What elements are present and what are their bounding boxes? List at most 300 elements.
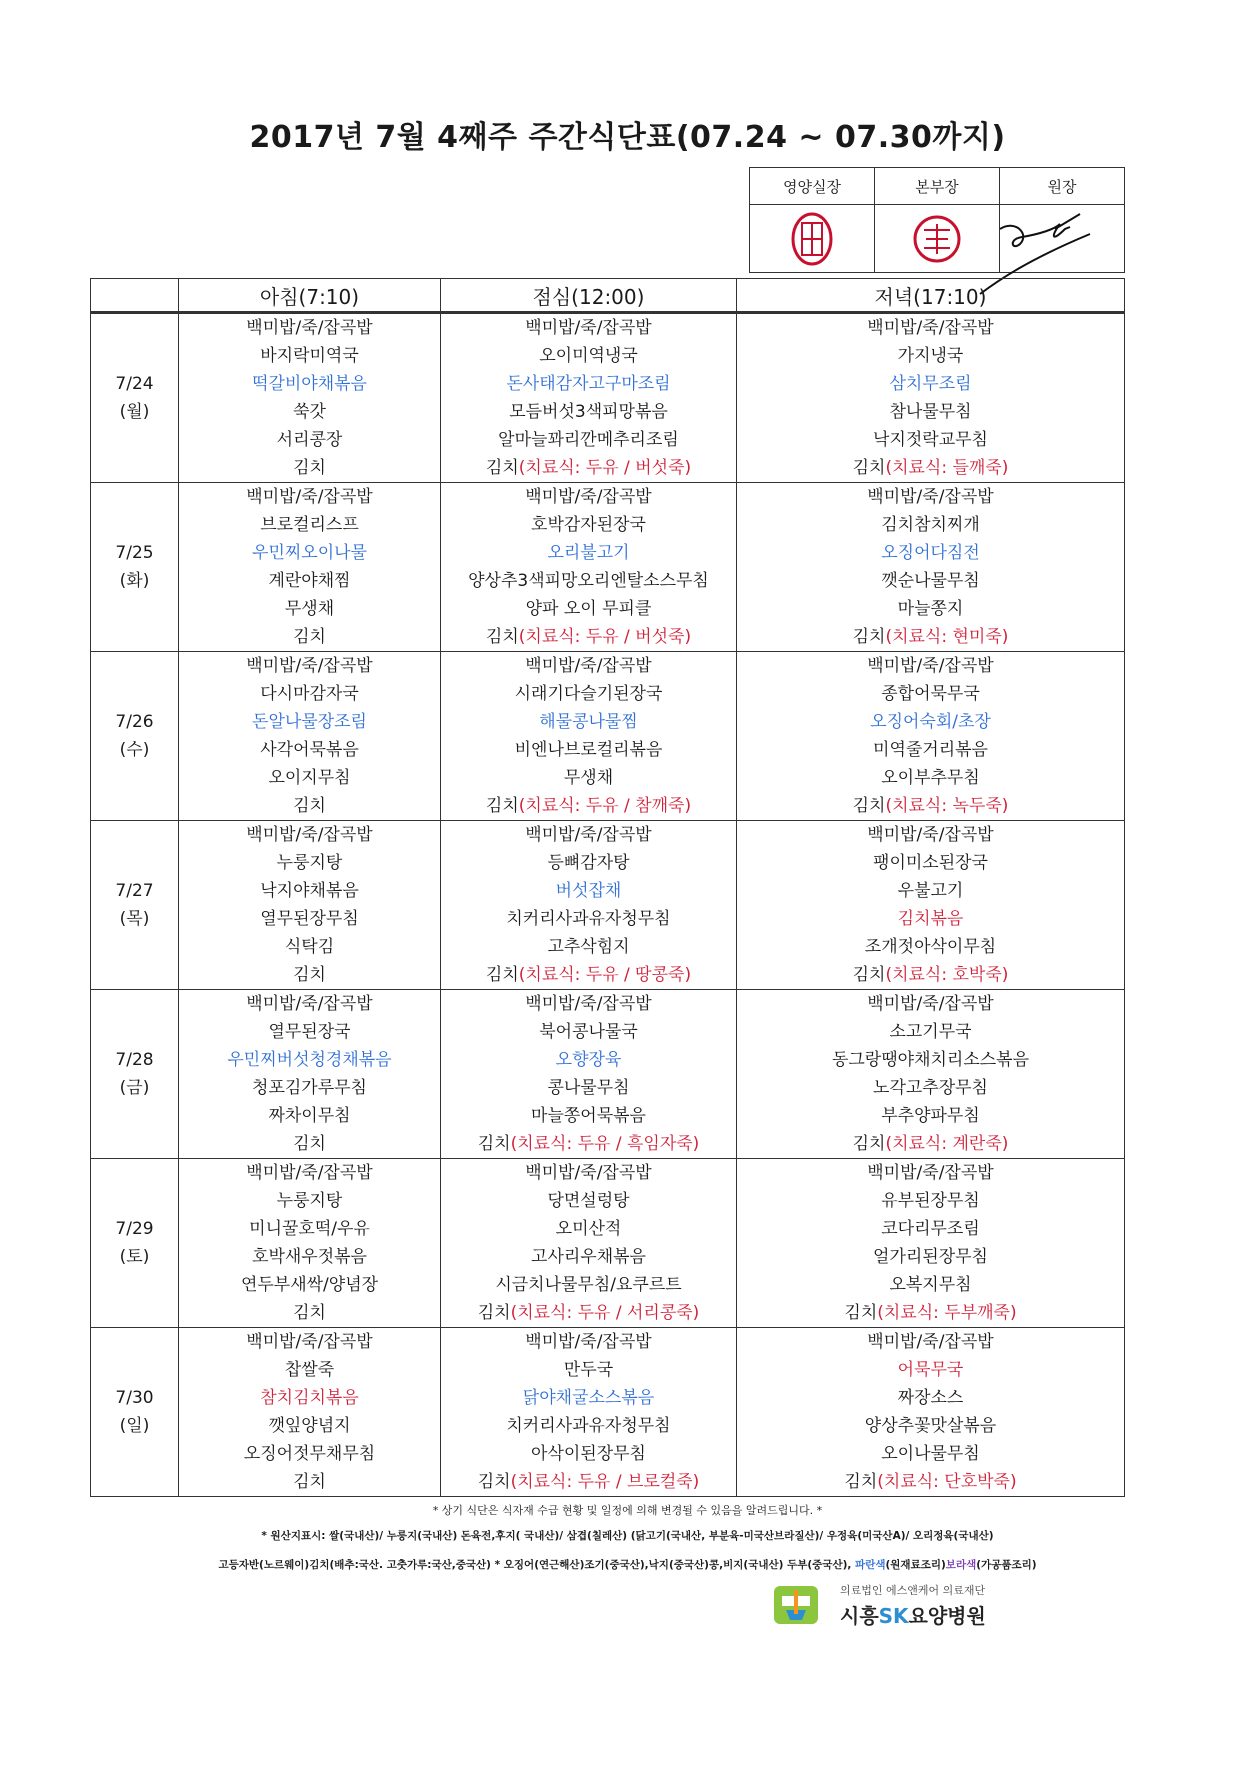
- menu-item-text: 오징어숙회/초장: [870, 712, 991, 732]
- menu-item-text: 서리콩장: [276, 430, 343, 450]
- menu-item-text: 종합어묵무국: [881, 684, 980, 704]
- menu-item: [737, 567, 1124, 595]
- menu-item: [179, 370, 440, 398]
- menu-item-text: 가지냉국: [897, 346, 964, 366]
- menu-item: [441, 567, 736, 595]
- menu-item-text: 알마늘꽈리깐메추리조림: [498, 430, 679, 450]
- menu-item-text: 버섯잡채: [555, 881, 622, 901]
- menu-item: [441, 1356, 736, 1384]
- menu-item-text: 백미밥/죽/잡곡밥: [525, 1332, 652, 1352]
- menu-item-text: 우민찌오이나물: [252, 543, 367, 563]
- menu-item: [441, 764, 736, 792]
- menu-item-text: 김치: [852, 965, 886, 985]
- menu-item: [737, 342, 1124, 370]
- menu-item: [179, 314, 440, 342]
- menu-item: [737, 398, 1124, 426]
- menu-item-text: 열무된장국: [268, 1022, 351, 1042]
- menu-item: [737, 736, 1124, 764]
- menu-item-text: 오향장육: [555, 1050, 622, 1070]
- menu-item-text: 김치: [852, 458, 886, 478]
- menu-item-text: 백미밥/죽/잡곡밥: [867, 1332, 994, 1352]
- menu-item-text: 김치: [477, 1472, 511, 1492]
- menu-item: [737, 1018, 1124, 1046]
- menu-item: [179, 1299, 440, 1327]
- menu-item: [737, 539, 1124, 567]
- weekly-menu-table: [90, 278, 1125, 1497]
- menu-item-text: 식탁김: [284, 937, 335, 957]
- menu-item-text: 오미산적: [555, 1219, 622, 1239]
- menu-item: [737, 483, 1124, 511]
- menu-item: [179, 1187, 440, 1215]
- menu-item: [737, 511, 1124, 539]
- menu-item: [737, 426, 1124, 454]
- day-row: [91, 821, 1125, 990]
- approval-stamp-cell-1: [750, 205, 875, 273]
- dinner-cell: [737, 821, 1125, 990]
- menu-item-text: 동그랑땡야채치리소스볶음: [831, 1050, 1030, 1070]
- menu-item: [441, 1018, 736, 1046]
- header-dinner: 저녁(17:10): [737, 279, 1125, 313]
- menu-item: [737, 1130, 1124, 1158]
- day-label-cell: [91, 652, 179, 821]
- approval-header-nutrition: 영양실장: [750, 168, 875, 205]
- menu-item: [179, 1328, 440, 1356]
- menu-item-text: 시금치나물무침/요쿠르트: [495, 1275, 682, 1295]
- menu-item-text: 사각어묵볶음: [260, 740, 359, 760]
- menu-item-text: 쑥갓: [293, 402, 326, 422]
- dinner-cell: [737, 990, 1125, 1159]
- dinner-cell: [737, 1328, 1125, 1497]
- menu-item-text: 당면설렁탕: [547, 1191, 630, 1211]
- menu-item-text: 유부된장무침: [881, 1191, 980, 1211]
- menu-item-text: 미역줄거리볶음: [873, 740, 988, 760]
- menu-item: [179, 849, 440, 877]
- menu-item: [441, 511, 736, 539]
- menu-item: [737, 905, 1124, 933]
- hospital-name-a: 시흥: [840, 1604, 879, 1628]
- menu-item: [179, 1074, 440, 1102]
- menu-item-text: 오이나물무침: [881, 1444, 980, 1464]
- menu-item: [441, 990, 736, 1018]
- menu-item-text: 치커리사과유자청무침: [506, 1416, 671, 1436]
- menu-item: [737, 595, 1124, 623]
- header-lunch: 점심(12:00): [441, 279, 737, 313]
- menu-item-text: 김치: [485, 965, 519, 985]
- menu-item: [179, 454, 440, 482]
- hospital-logo-icon: [772, 1584, 820, 1626]
- menu-item-text: 코다리무조림: [881, 1219, 980, 1239]
- menu-item-text: 콩나물무침: [547, 1078, 630, 1098]
- menu-item-text: 김치: [477, 1134, 511, 1154]
- lunch-cell: [441, 821, 737, 990]
- page-title: 2017년 7월 4째주 주간식단표(07.24 ~ 07.30까지): [249, 120, 1006, 155]
- breakfast-cell: [179, 652, 441, 821]
- menu-item-text: 마늘쫑어묵볶음: [531, 1106, 646, 1126]
- menu-item-text: 오이부추무침: [881, 768, 980, 788]
- menu-item: [441, 454, 736, 482]
- menu-item-text: 누룽지탕: [276, 1191, 343, 1211]
- menu-item: [441, 1412, 736, 1440]
- approval-box: [749, 167, 1125, 273]
- menu-item-text: 아삭이된장무침: [531, 1444, 646, 1464]
- menu-item: [179, 539, 440, 567]
- day-row: [91, 483, 1125, 652]
- menu-item-text: 오이지무침: [268, 768, 351, 788]
- menu-item: [179, 623, 440, 651]
- menu-item-text: 바지락미역국: [260, 346, 359, 366]
- menu-item-text: 김치: [852, 1134, 886, 1154]
- menu-item: [737, 1215, 1124, 1243]
- menu-item-text: 고사리우채볶음: [531, 1247, 646, 1267]
- day-weekday: (수): [119, 740, 150, 760]
- day-date: 7/28: [115, 1050, 154, 1070]
- day-date: 7/25: [115, 543, 154, 563]
- menu-item-text: 계란야채찜: [268, 571, 351, 591]
- menu-item-text: 북어콩나물국: [539, 1022, 638, 1042]
- menu-item: [737, 1074, 1124, 1102]
- dinner-cell: [737, 1159, 1125, 1328]
- menu-item-text: 김치: [485, 627, 519, 647]
- menu-item-text: 해물콩나물찜: [539, 712, 638, 732]
- menu-item-text: 백미밥/죽/잡곡밥: [246, 825, 373, 845]
- menu-item: [179, 1356, 440, 1384]
- menu-item: [737, 792, 1124, 820]
- menu-item-text: 김치: [844, 1303, 878, 1323]
- menu-item: [179, 1271, 440, 1299]
- breakfast-cell: [179, 1328, 441, 1497]
- day-row: [91, 990, 1125, 1159]
- menu-item-text: 모듬버섯3색피망볶음: [509, 402, 668, 422]
- menu-item-text: 김치: [477, 1303, 511, 1323]
- menu-item: [441, 1271, 736, 1299]
- change-notice: * 상기 식단은 식자재 수급 현황 및 일정에 의해 변경될 수 있음을 알려드립니다. *: [432, 1504, 823, 1517]
- therapy-diet-note: (치료식: 두부깨죽): [877, 1303, 1017, 1323]
- day-date: 7/27: [115, 881, 154, 901]
- menu-item-text: 백미밥/죽/잡곡밥: [867, 994, 994, 1014]
- menu-item: [441, 342, 736, 370]
- menu-item: [179, 342, 440, 370]
- menu-item-text: 청포김가루무침: [252, 1078, 367, 1098]
- menu-item-text: 김치: [293, 1303, 326, 1323]
- day-row: [91, 1159, 1125, 1328]
- menu-item: [179, 1018, 440, 1046]
- menu-item-text: 양상추3색피망오리엔탈소스무침: [468, 571, 709, 591]
- approval-header-director: 본부장: [875, 168, 1000, 205]
- menu-item: [179, 933, 440, 961]
- menu-item-text: 짜차이무침: [268, 1106, 351, 1126]
- menu-item-text: 만두국: [563, 1360, 614, 1380]
- menu-item: [179, 483, 440, 511]
- menu-item-text: 다시마감자국: [260, 684, 359, 704]
- therapy-diet-note: (치료식: 녹두죽): [885, 796, 1009, 816]
- menu-item-text: 김치: [293, 1134, 326, 1154]
- lunch-cell: [441, 1159, 737, 1328]
- menu-item: [441, 370, 736, 398]
- menu-item-text: 떡갈비야채볶음: [252, 374, 367, 394]
- therapy-diet-note: (치료식: 두유 / 땅콩죽): [518, 965, 692, 985]
- day-label-cell: [91, 1159, 179, 1328]
- menu-item: [737, 764, 1124, 792]
- breakfast-cell: [179, 821, 441, 990]
- menu-item-text: 백미밥/죽/잡곡밥: [246, 656, 373, 676]
- breakfast-cell: [179, 1159, 441, 1328]
- menu-item: [441, 821, 736, 849]
- hospital-name-b: 요양병원: [908, 1604, 986, 1628]
- menu-item-text: 낙지야채볶음: [260, 881, 359, 901]
- menu-item: [737, 314, 1124, 342]
- menu-item: [441, 539, 736, 567]
- day-label-cell: [91, 990, 179, 1159]
- day-weekday: (목): [119, 909, 150, 929]
- menu-item: [737, 1328, 1124, 1356]
- menu-item: [737, 821, 1124, 849]
- hospital-name: [840, 1600, 986, 1629]
- menu-item: [441, 961, 736, 989]
- day-weekday: (금): [119, 1078, 150, 1098]
- menu-item: [737, 933, 1124, 961]
- menu-item-text: 짜장소스: [897, 1388, 964, 1408]
- menu-item-text: 참나물무침: [889, 402, 972, 422]
- breakfast-cell: [179, 990, 441, 1159]
- menu-item: [441, 1384, 736, 1412]
- hospital-logo: [772, 1580, 1072, 1636]
- menu-item: [737, 1046, 1124, 1074]
- day-row: [91, 313, 1125, 483]
- menu-item: [737, 1271, 1124, 1299]
- menu-item: [737, 1159, 1124, 1187]
- menu-item: [737, 680, 1124, 708]
- day-date: 7/29: [115, 1219, 154, 1239]
- menu-item-text: 낙지젓락교무침: [873, 430, 988, 450]
- menu-item: [179, 680, 440, 708]
- menu-item: [179, 821, 440, 849]
- menu-item-text: 백미밥/죽/잡곡밥: [246, 994, 373, 1014]
- seal-stamp-icon: [912, 214, 962, 264]
- menu-item-text: 비엔나브로컬리볶음: [514, 740, 663, 760]
- menu-item-text: 김치볶음: [897, 909, 964, 929]
- breakfast-cell: [179, 313, 441, 483]
- seal-stamp-icon: [790, 211, 834, 267]
- menu-item: [179, 1102, 440, 1130]
- menu-item: [737, 1243, 1124, 1271]
- header-blank: [91, 279, 179, 313]
- day-weekday: (토): [119, 1247, 150, 1267]
- menu-item-text: 참치김치볶음: [260, 1388, 359, 1408]
- menu-item: [441, 736, 736, 764]
- menu-item: [737, 1440, 1124, 1468]
- therapy-diet-note: (치료식: 두유 / 버섯죽): [518, 627, 692, 647]
- lunch-cell: [441, 652, 737, 821]
- menu-item-text: 백미밥/죽/잡곡밥: [525, 318, 652, 338]
- day-date: 7/26: [115, 712, 154, 732]
- menu-item-text: 김치참치찌개: [881, 515, 980, 535]
- menu-item-text: 우민찌버섯청경채볶음: [227, 1050, 392, 1070]
- menu-item-text: 깻잎양념지: [268, 1416, 351, 1436]
- menu-item: [441, 483, 736, 511]
- menu-item-text: 누룽지탕: [276, 853, 343, 873]
- menu-item: [441, 1130, 736, 1158]
- menu-item: [179, 1130, 440, 1158]
- menu-item-text: 양파 오이 무피클: [525, 599, 652, 619]
- day-row: [91, 652, 1125, 821]
- legend-blue-desc: (원재료조리): [885, 1559, 946, 1571]
- menu-item-text: 백미밥/죽/잡곡밥: [525, 656, 652, 676]
- menu-item: [737, 1412, 1124, 1440]
- menu-item-text: 오이미역냉국: [539, 346, 638, 366]
- day-weekday: (화): [119, 571, 150, 591]
- menu-item-text: 열무된장무침: [260, 909, 359, 929]
- menu-item-text: 오징어다짐전: [881, 543, 980, 563]
- menu-item: [179, 708, 440, 736]
- menu-item: [179, 1159, 440, 1187]
- menu-item-text: 백미밥/죽/잡곡밥: [867, 487, 994, 507]
- menu-item: [179, 595, 440, 623]
- menu-item: [737, 990, 1124, 1018]
- menu-item-text: 등뼈감자탕: [547, 853, 630, 873]
- lunch-cell: [441, 990, 737, 1159]
- therapy-diet-note: (치료식: 두유 / 브로컬죽): [510, 1472, 700, 1492]
- legend-blue: 파란색: [855, 1559, 886, 1571]
- menu-item: [179, 398, 440, 426]
- menu-item: [441, 398, 736, 426]
- menu-item: [179, 1440, 440, 1468]
- menu-item-text: 찹쌀죽: [284, 1360, 335, 1380]
- menu-item: [179, 905, 440, 933]
- menu-item-text: 김치: [852, 796, 886, 816]
- dinner-cell: [737, 313, 1125, 483]
- menu-item: [441, 1328, 736, 1356]
- day-date: 7/30: [115, 1388, 154, 1408]
- therapy-diet-note: (치료식: 호박죽): [885, 965, 1009, 985]
- menu-item-text: 소고기무국: [889, 1022, 972, 1042]
- menu-item-text: 김치: [293, 1472, 326, 1492]
- menu-item-text: 연두부새싹/양념장: [240, 1275, 379, 1295]
- menu-item: [179, 764, 440, 792]
- therapy-diet-note: (치료식: 두유 / 버섯죽): [518, 458, 692, 478]
- therapy-diet-note: (치료식: 현미죽): [885, 627, 1009, 647]
- menu-item: [441, 314, 736, 342]
- day-date: 7/24: [115, 374, 154, 394]
- menu-item-text: 마늘쫑지: [897, 599, 964, 619]
- menu-item-text: 시래기다슬기된장국: [514, 684, 663, 704]
- menu-item-text: 백미밥/죽/잡곡밥: [867, 825, 994, 845]
- day-label-cell: [91, 1328, 179, 1497]
- day-weekday: (일): [119, 1416, 150, 1436]
- menu-item: [737, 849, 1124, 877]
- menu-item: [441, 933, 736, 961]
- origin-notice-text: 고등자반(노르웨이)김치(배추:국산. 고춧가루:국산,중국산) * 오징어(연근해산)조기(중국산),낙지(중국산)콩,비지(국내산) 두부(중국산),: [218, 1559, 856, 1571]
- menu-item: [179, 990, 440, 1018]
- lunch-cell: [441, 483, 737, 652]
- menu-item-text: 백미밥/죽/잡곡밥: [525, 825, 652, 845]
- menu-item: [441, 877, 736, 905]
- menu-item: [441, 595, 736, 623]
- menu-item: [179, 1412, 440, 1440]
- menu-item: [737, 623, 1124, 651]
- menu-item: [441, 1299, 736, 1327]
- menu-item: [179, 961, 440, 989]
- menu-item-text: 김치: [293, 458, 326, 478]
- menu-item: [737, 1468, 1124, 1496]
- menu-item: [179, 567, 440, 595]
- menu-item: [179, 1243, 440, 1271]
- menu-item: [737, 652, 1124, 680]
- menu-item: [179, 426, 440, 454]
- menu-item-text: 백미밥/죽/잡곡밥: [525, 487, 652, 507]
- menu-item-text: 백미밥/죽/잡곡밥: [867, 656, 994, 676]
- menu-item: [441, 1159, 736, 1187]
- lunch-cell: [441, 1328, 737, 1497]
- menu-item: [179, 792, 440, 820]
- origin-notice: * 원산지표시: 쌀(국내산)/ 누룽지(국내산) 돈육전,후지( 국내산)/ 삼겹(칠레산) (닭고기(국내산, 부분육-미국산브라질산)/ 우정육(미국산A)/ 오리정육(국내산): [261, 1530, 994, 1542]
- menu-item: [441, 1074, 736, 1102]
- menu-item: [179, 1046, 440, 1074]
- menu-item: [441, 623, 736, 651]
- menu-item: [441, 708, 736, 736]
- menu-item: [179, 736, 440, 764]
- menu-item-text: 오복지무침: [889, 1275, 972, 1295]
- origin-notice-2: [0, 1557, 1255, 1572]
- menu-item: [441, 1187, 736, 1215]
- menu-item-text: 닭야채굴소스볶음: [522, 1388, 655, 1408]
- menu-item-text: 백미밥/죽/잡곡밥: [867, 1163, 994, 1183]
- menu-item: [441, 1440, 736, 1468]
- day-label-cell: [91, 821, 179, 990]
- menu-item: [737, 1356, 1124, 1384]
- menu-item: [737, 1384, 1124, 1412]
- menu-item-text: 김치: [485, 458, 519, 478]
- header-breakfast: 아침(7:10): [179, 279, 441, 313]
- menu-item: [737, 708, 1124, 736]
- menu-item: [441, 426, 736, 454]
- menu-item-text: 백미밥/죽/잡곡밥: [867, 318, 994, 338]
- menu-item-text: 호박감자된장국: [531, 515, 646, 535]
- menu-item-text: 김치: [852, 627, 886, 647]
- menu-item-text: 양상추꽃맛살볶음: [864, 1416, 997, 1436]
- therapy-diet-note: (치료식: 들깨죽): [885, 458, 1009, 478]
- menu-item-text: 백미밥/죽/잡곡밥: [525, 1163, 652, 1183]
- approval-signature-cell: [1000, 205, 1125, 273]
- menu-item: [179, 1384, 440, 1412]
- day-row: [91, 1328, 1125, 1497]
- menu-item: [441, 1046, 736, 1074]
- menu-item-text: 팽이미소된장국: [873, 853, 988, 873]
- menu-item-text: 치커리사과유자청무침: [506, 909, 671, 929]
- menu-item: [441, 680, 736, 708]
- day-weekday: (월): [119, 402, 150, 422]
- lunch-cell: [441, 313, 737, 483]
- menu-item-text: 김치: [293, 796, 326, 816]
- menu-item: [179, 652, 440, 680]
- menu-item-text: 김치: [293, 965, 326, 985]
- legend-purple-desc: (가공품조리): [976, 1559, 1037, 1571]
- menu-item-text: 우불고기: [897, 881, 964, 901]
- menu-item-text: 오리불고기: [547, 543, 630, 563]
- menu-item-text: 깻순나물무침: [881, 571, 980, 591]
- menu-item: [737, 877, 1124, 905]
- menu-item-text: 무생채: [284, 599, 335, 619]
- menu-item-text: 돈사태감자고구마조림: [506, 374, 671, 394]
- hospital-foundation: 의료법인 에스앤케어 의료재단: [840, 1584, 986, 1597]
- menu-item: [441, 652, 736, 680]
- menu-item: [441, 1102, 736, 1130]
- day-label-cell: [91, 483, 179, 652]
- menu-item: [441, 1243, 736, 1271]
- menu-item-text: 김치: [844, 1472, 878, 1492]
- therapy-diet-note: (치료식: 계란죽): [885, 1134, 1009, 1154]
- menu-item-text: 노각고추장무침: [873, 1078, 988, 1098]
- menu-item-text: 호박새우젓볶음: [252, 1247, 367, 1267]
